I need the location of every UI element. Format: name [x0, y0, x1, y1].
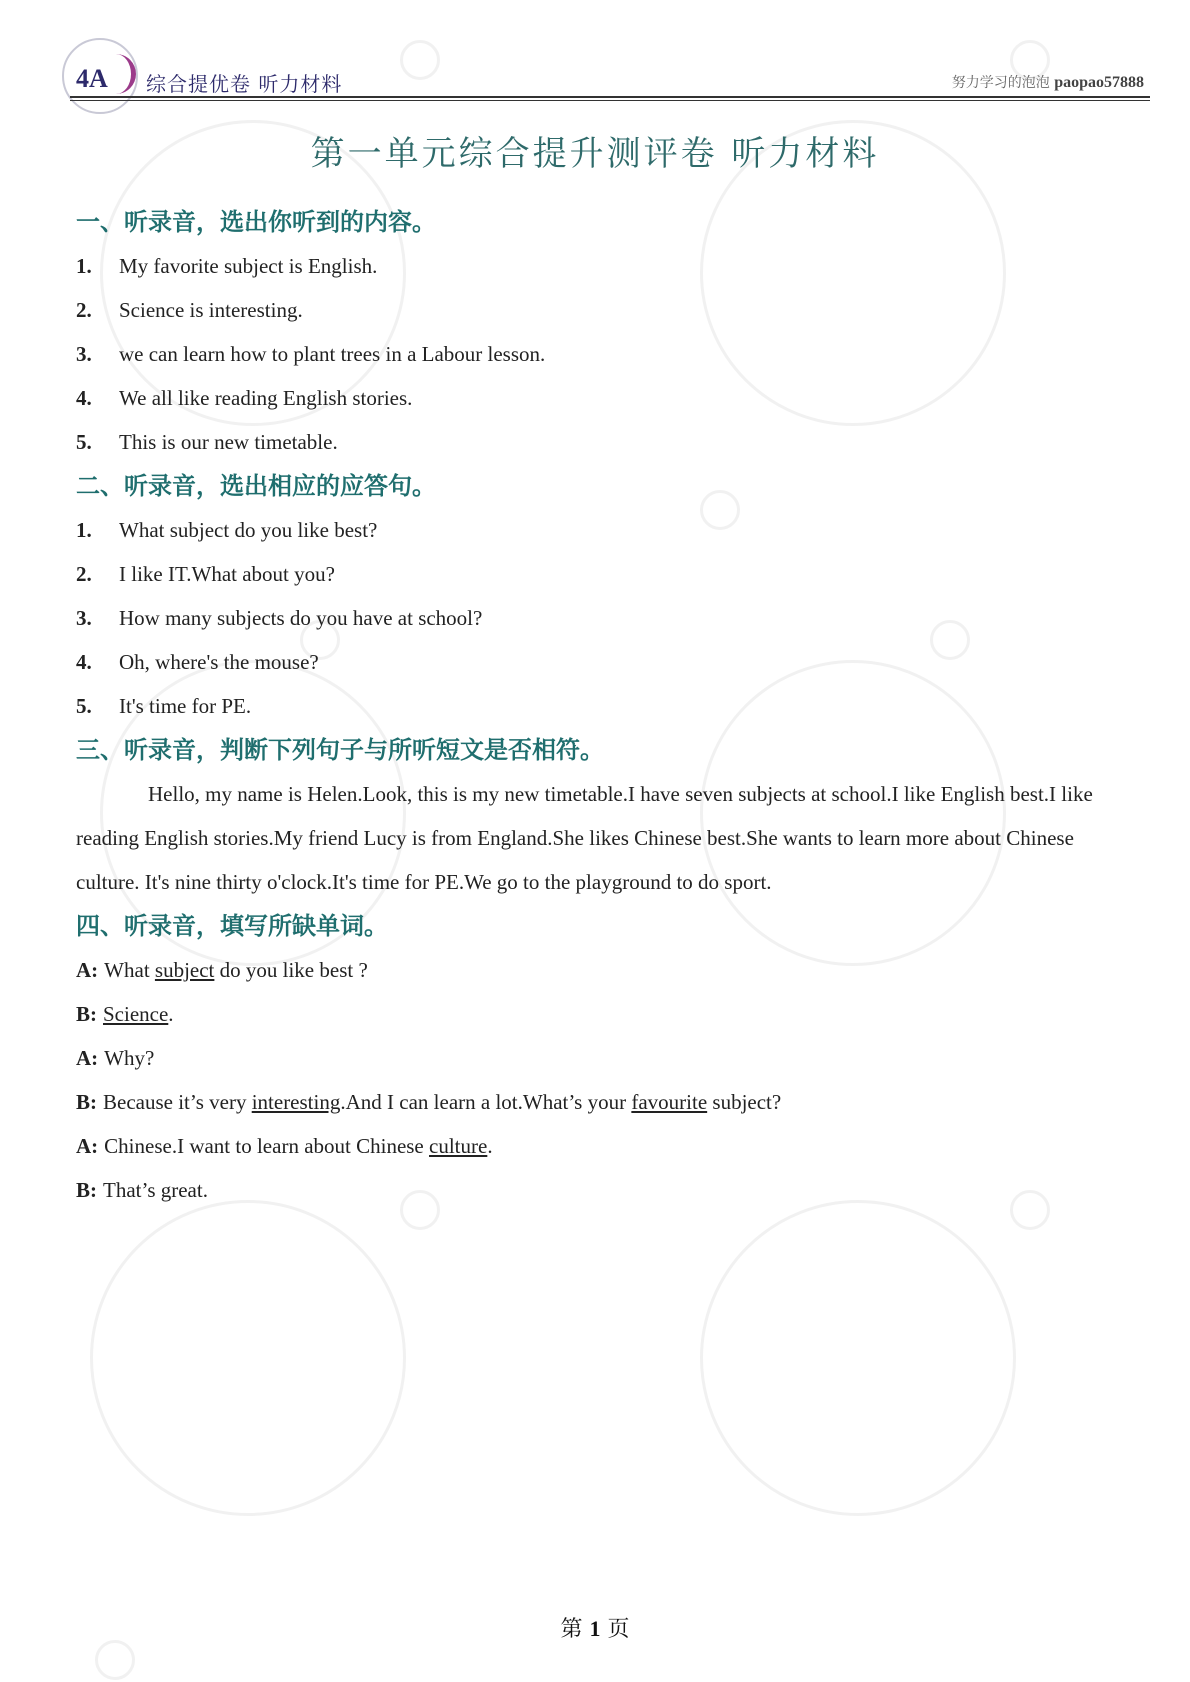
logo-text: 4A [76, 64, 108, 93]
item-number: 1. [76, 254, 92, 278]
header-rule-thin [70, 100, 1150, 101]
dialogue-text: . [487, 1134, 493, 1158]
item-number: 2. [76, 298, 92, 322]
list-item [76, 508, 1136, 552]
dialogue-line [76, 1124, 1136, 1168]
blank-answer: Science [103, 1002, 169, 1026]
speaker-label: B: [76, 1002, 97, 1026]
item-text: This is our new timetable. [119, 430, 338, 454]
dialogue-line [76, 1080, 1136, 1124]
item-number: 2. [76, 562, 92, 586]
header-title: 综合提优卷 听力材料 [146, 72, 343, 96]
speaker-label: B: [76, 1178, 97, 1202]
list-item [76, 552, 1136, 596]
list-item [76, 420, 1136, 464]
dialogue-text: subject? [707, 1090, 782, 1114]
item-text: How many subjects do you have at school? [119, 606, 483, 630]
item-number: 1. [76, 518, 92, 542]
page-header [62, 38, 1150, 104]
item-text: What subject do you like best? [119, 518, 378, 542]
dialogue-text: That’s great. [103, 1178, 208, 1202]
footer-prefix: 第 [560, 1617, 583, 1642]
speaker-label: A: [76, 1046, 99, 1070]
section-heading-3: 三、听录音，判断下列句子与所听短文是否相符。 [76, 736, 604, 764]
item-text: We all like reading English stories. [119, 386, 413, 410]
blank-answer: interesting [251, 1090, 341, 1114]
section-heading-2: 二、听录音，选出相应的应答句。 [76, 472, 436, 500]
dialogue-text: .And I can learn a lot.What’s your [340, 1090, 632, 1114]
list-item [76, 684, 1136, 728]
section-heading-4: 四、听录音，填写所缺单词。 [76, 912, 388, 940]
document-title: 第一单元综合提升测评卷 听力材料 [310, 134, 880, 174]
dialogue-text: Because it’s very [103, 1090, 252, 1114]
section-1-list [76, 244, 1136, 464]
header-tagline [952, 72, 1144, 92]
logo-arc-icon [114, 54, 136, 94]
list-item [76, 332, 1136, 376]
section-2-list [76, 508, 1136, 728]
blank-answer: subject [154, 958, 215, 982]
dialogue-line [76, 992, 1136, 1036]
dialogue-line [76, 1036, 1136, 1080]
dialogue-text: Chinese.I want to learn about Chinese [104, 1134, 430, 1158]
item-number: 3. [76, 606, 92, 630]
dialogue-text: What [104, 958, 155, 982]
item-text: Oh, where's the mouse? [119, 650, 319, 674]
watermark-circle [700, 1200, 1016, 1516]
item-number: 4. [76, 386, 92, 410]
speaker-label: B: [76, 1090, 97, 1114]
dialogue [76, 948, 1136, 1212]
list-item [76, 640, 1136, 684]
item-text: Science is interesting. [119, 298, 303, 322]
item-text: It's time for PE. [119, 694, 252, 718]
section-heading-1: 一、听录音，选出你听到的内容。 [76, 208, 436, 236]
passage-paragraph: Hello, my name is Helen.Look, this is my new timetable.I have seven subjects at school.I like English best.I like reading English stories.My friend Lucy is from England.She likes Chinese best.She wants to learn more about Chinese culture. It's nine thirty o'clock.It's time for PE.We go to the playground to do sport. [76, 782, 1093, 894]
item-number: 3. [76, 342, 92, 366]
item-text: I like IT.What about you? [119, 562, 335, 586]
list-item [76, 288, 1136, 332]
dialogue-text: Why? [104, 1046, 155, 1070]
document-body [76, 200, 1136, 1212]
speaker-label: A: [76, 958, 99, 982]
blank-answer: favourite [631, 1090, 708, 1114]
logo-badge [62, 38, 138, 114]
header-rule [70, 96, 1150, 98]
footer-suffix: 页 [607, 1617, 630, 1642]
list-item [76, 596, 1136, 640]
page-number: 1 [589, 1616, 601, 1641]
dialogue-line [76, 1168, 1136, 1212]
item-text: My favorite subject is English. [119, 254, 378, 278]
item-text: we can learn how to plant trees in a Labour lesson. [119, 342, 546, 366]
item-number: 5. [76, 430, 92, 454]
item-number: 4. [76, 650, 92, 674]
watermark-dot [95, 1640, 135, 1680]
blank-answer: culture [429, 1134, 488, 1158]
speaker-label: A: [76, 1134, 99, 1158]
header-tagline-text: 努力学习的泡泡 [951, 75, 1050, 91]
dialogue-text: . [168, 1002, 174, 1026]
dialogue-text: do you like best ? [214, 958, 368, 982]
header-handle: paopao57888 [1054, 74, 1144, 91]
list-item [76, 376, 1136, 420]
dialogue-line [76, 948, 1136, 992]
page-footer [0, 1612, 1190, 1643]
item-number: 5. [76, 694, 92, 718]
watermark-circle [90, 1200, 406, 1516]
list-item [76, 244, 1136, 288]
